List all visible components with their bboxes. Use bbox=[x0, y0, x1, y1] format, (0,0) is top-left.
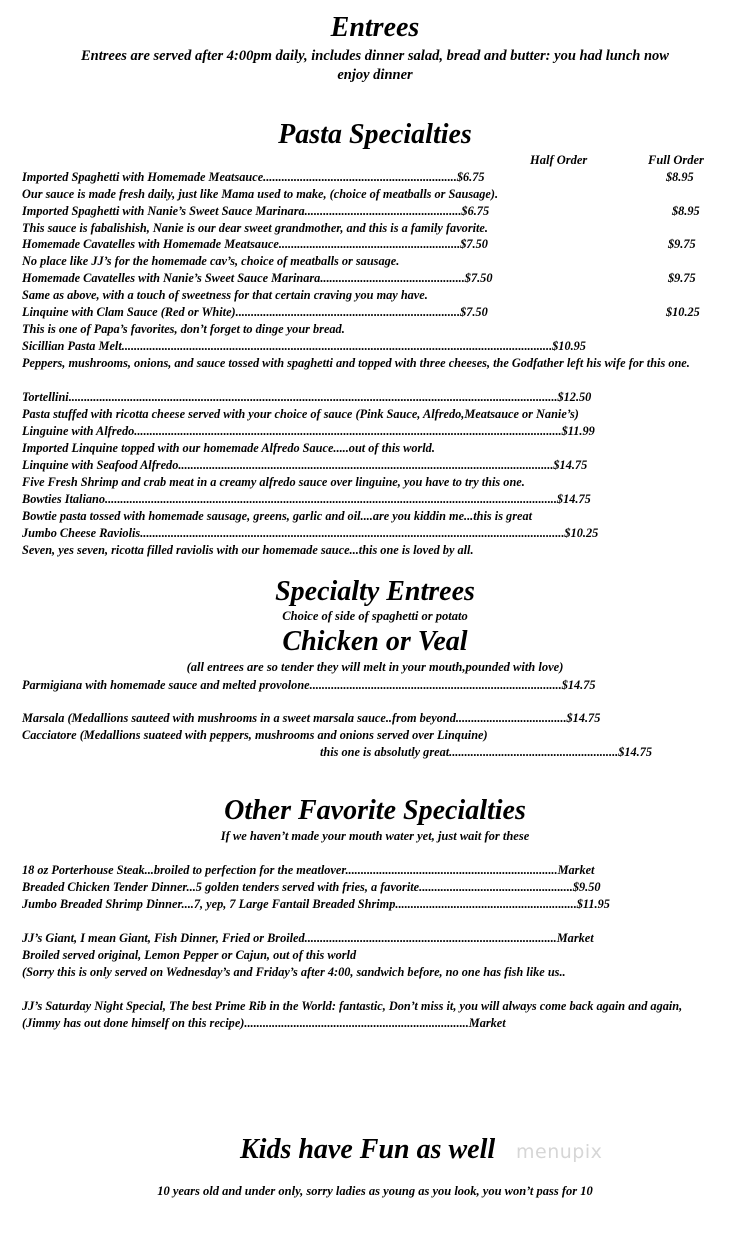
menu-item-line: Sicillian Pasta Melt............................................................................................................................................$10.95 bbox=[22, 339, 586, 353]
menu-item-line: Linquine with Seafood Alfredo..........................................................................................................................$14.75 bbox=[22, 458, 588, 472]
chicken-veal-title: Chicken or Veal bbox=[282, 626, 468, 657]
menu-item-fish: JJ’s Giant, I mean Giant, Fish Dinner, Fried or Broiled..................................................................................Market bbox=[22, 931, 594, 945]
menu-item-porterhouse: 18 oz Porterhouse Steak...broiled to perfection for the meatlover.....................................................................Market bbox=[22, 863, 595, 877]
menu-item-desc: Peppers, mushrooms, onions, and sauce tossed with spaghetti and topped with three cheeses, the Godfather left his wife for this one. bbox=[22, 356, 690, 370]
menu-item-line: Linguine with Alfredo...........................................................................................................................................$11.99 bbox=[22, 424, 595, 438]
menu-item-fish-desc: Broiled served original, Lemon Pepper or Cajun, out of this world bbox=[22, 948, 357, 962]
menu-item-desc: Our sauce is made fresh daily, just like Mama used to make, (choice of meatballs or Sausage). bbox=[22, 187, 499, 201]
menu-item-line: Homemade Cavatelles with Nanie’s Sweet Sauce Marinara...............................................$7.50 bbox=[22, 271, 493, 285]
other-subtitle: If we haven’t made your mouth water yet, just wait for these bbox=[220, 829, 530, 843]
pasta-title: Pasta Specialties bbox=[278, 119, 472, 150]
menu-item-full-price: $10.25 bbox=[666, 305, 700, 319]
menu-item-full-price: $9.75 bbox=[668, 271, 696, 285]
menu-item-desc: Five Fresh Shrimp and crab meat in a creamy alfredo sauce over linguine, you have to try this one. bbox=[22, 475, 525, 489]
menu-item-desc: Same as above, with a touch of sweetness for that certain craving you may have. bbox=[22, 288, 428, 302]
menu-item-line: Linquine with Clam Sauce (Red or White).........................................................................$7.50 bbox=[22, 305, 488, 319]
menu-item-desc: This is one of Papa’s favorites, don’t forget to dinge your bread. bbox=[22, 322, 345, 336]
menu-item-full-price: $8.95 bbox=[672, 204, 700, 218]
menu-item-full-price: $9.75 bbox=[668, 237, 696, 251]
kids-subtitle: 10 years old and under only, sorry ladies as young as you look, you won’t pass for 10 bbox=[157, 1184, 593, 1198]
entrees-subtitle-line1: Entrees are served after 4:00pm daily, includes dinner salad, bread and butter: you had lunch now bbox=[81, 48, 669, 64]
menu-item-line: Imported Spaghetti with Nanie’s Sweet Sauce Marinara...................................................$6.75 bbox=[22, 204, 490, 218]
menu-item-line: Bowties Italiano...................................................................................................................................................$14.75 bbox=[22, 492, 591, 506]
menu-item-desc: Seven, yes seven, ricotta filled raviolis with our homemade sauce...this one is loved by all. bbox=[22, 543, 474, 557]
specialty-subtitle: Choice of side of spaghetti or potato bbox=[282, 609, 468, 623]
menu-item-fish-note: (Sorry this is only served on Wednesday’s and Friday’s after 4:00, sandwich before, no one has fish like us.. bbox=[22, 965, 566, 979]
kids-title: Kids have Fun as well bbox=[240, 1134, 496, 1165]
other-title: Other Favorite Specialties bbox=[224, 795, 526, 826]
chicken-veal-subtitle: (all entrees are so tender they will melt in your mouth,pounded with love) bbox=[186, 660, 564, 674]
menu-item-line: Jumbo Cheese Raviolis..........................................................................................................................................$10.25 bbox=[22, 526, 599, 540]
menupix-watermark: menupix bbox=[516, 1141, 603, 1163]
menu-item-chicken-tender: Breaded Chicken Tender Dinner...5 golden tenders served with fries, a favorite..................................................$9.50 bbox=[22, 880, 601, 894]
menu-item-desc: This sauce is fabalishish, Nanie is our dear sweet grandmother, and this is a family favorite. bbox=[22, 221, 488, 235]
menu-item-desc: Pasta stuffed with ricotta cheese served with your choice of sauce (Pink Sauce, Alfredo,Meatsauce or Nanie’s) bbox=[22, 407, 579, 421]
menu-item-marsala: Marsala (Medallions sauteed with mushrooms in a sweet marsala sauce..from beyond....................................$14.75 bbox=[22, 711, 601, 725]
menu-item-line: Imported Spaghetti with Homemade Meatsauce...............................................................$6.75 bbox=[22, 170, 485, 184]
menu-item-cacciatore: Cacciatore (Medallions suateed with peppers, mushrooms and onions served over Linquine) bbox=[22, 728, 488, 742]
entrees-title: Entrees bbox=[330, 12, 420, 43]
col-full-order: Full Order bbox=[648, 153, 704, 167]
menu-item-desc: No place like JJ’s for the homemade cav’s, choice of meatballs or sausage. bbox=[22, 254, 400, 268]
menu-item-shrimp: Jumbo Breaded Shrimp Dinner....7, yep, 7 Large Fantail Breaded Shrimp...........................................................$11.95 bbox=[22, 897, 610, 911]
col-half-order: Half Order bbox=[530, 153, 588, 167]
menu-item-desc: Imported Linquine topped with our homemade Alfredo Sauce.....out of this world. bbox=[22, 441, 435, 455]
menu-item-prime-rib: JJ’s Saturday Night Special, The best Prime Rib in the World: fantastic, Don’t miss it, you will always come back again and again, (Jimmy has out done himself on this recipe).........................................................................Market bbox=[22, 999, 683, 1030]
menu-item-parmigiana: Parmigiana with homemade sauce and melted provolone..................................................................................$14.75 bbox=[22, 678, 596, 692]
menu-item-full-price: $8.95 bbox=[666, 170, 694, 184]
entrees-subtitle-line2: enjoy dinner bbox=[337, 67, 413, 83]
menu-item-cacciatore-price: this one is absolutly great.......................................................$14.75 bbox=[320, 745, 653, 759]
specialty-title: Specialty Entrees bbox=[275, 576, 475, 607]
menu-item-line: Tortellini...............................................................................................................................................................$12.50 bbox=[22, 390, 592, 404]
menu-item-line: Homemade Cavatelles with Homemade Meatsauce...........................................................$7.50 bbox=[22, 237, 488, 251]
menu-item-desc: Bowtie pasta tossed with homemade sausage, greens, garlic and oil....are you kiddin me...this is great bbox=[22, 509, 533, 523]
